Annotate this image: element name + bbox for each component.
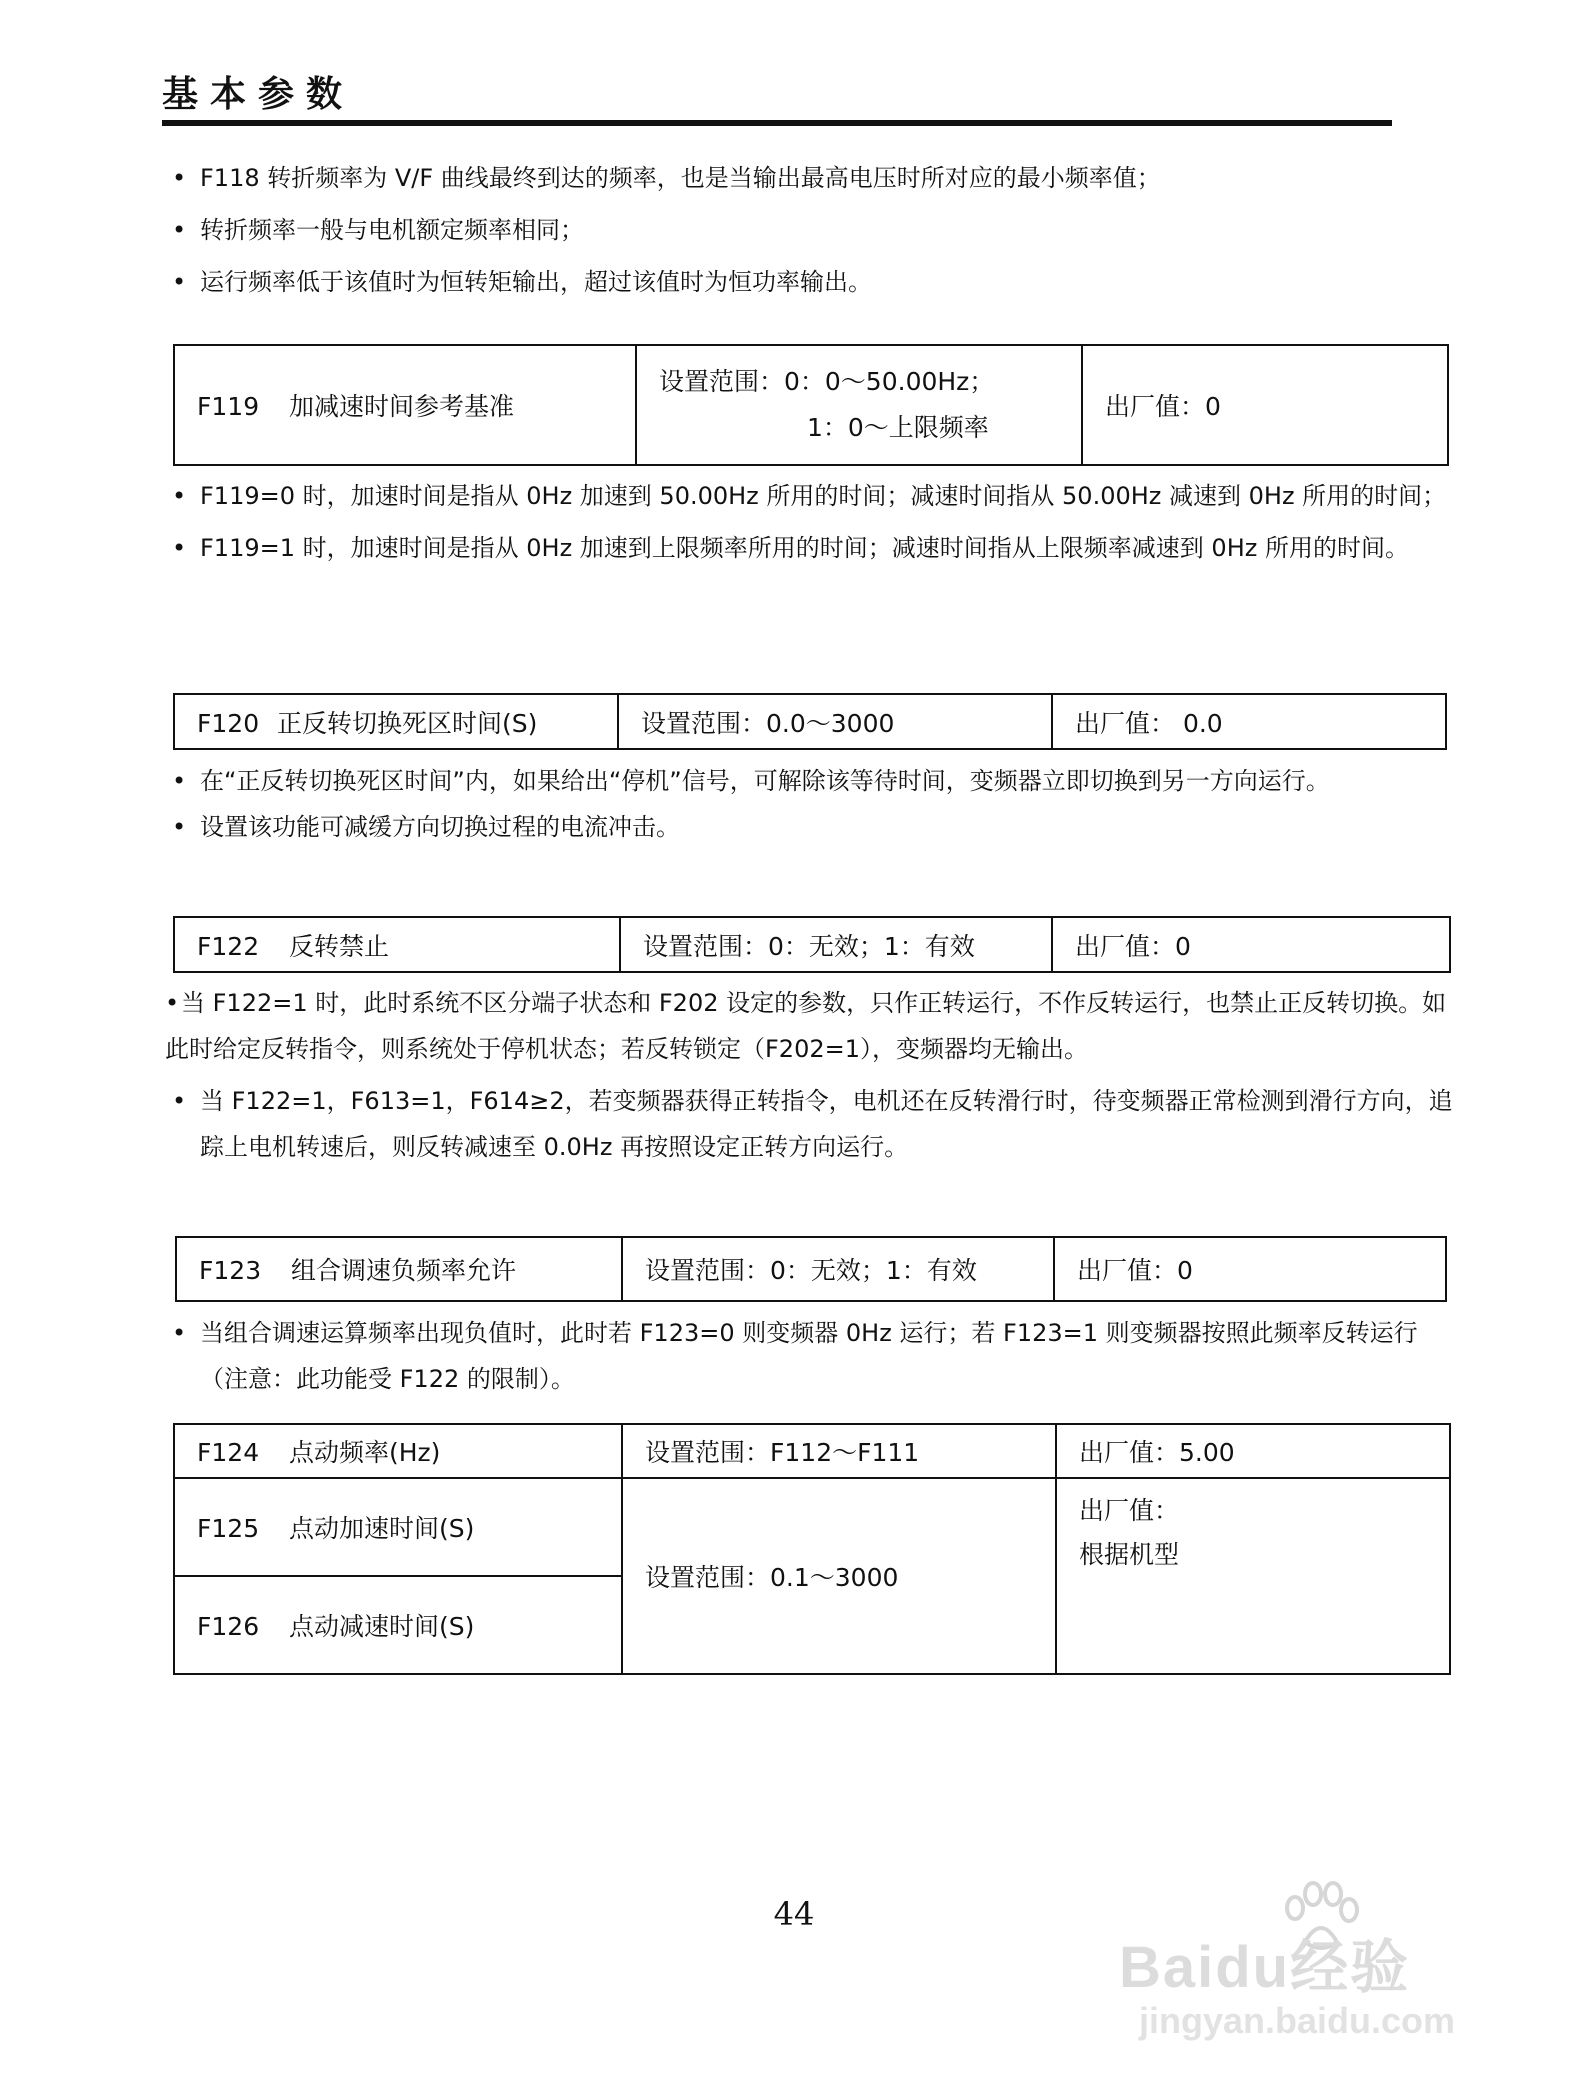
list-item: • 当 F122=1，F613=1，F614≥2，若变频器获得正转指令，电机还在反转滑行时，待变频器正常检测到滑行方向，追踪上电机转速后，则反转减速至 0.0Hz 再按照设定正转方向运行。 <box>172 1087 1453 1161</box>
page-number: 44 <box>773 1895 815 1933</box>
bullet-list-f119 <box>172 473 1462 577</box>
list-item: • 运行频率低于该值时为恒转矩输出，超过该值时为恒功率输出。 <box>172 268 872 296</box>
param-table-f119 <box>173 344 1449 466</box>
param-name-cell: F126 点动减速时间(S) <box>174 1576 622 1674</box>
param-table-f123 <box>175 1236 1447 1302</box>
param-name-cell: F123 组合调速负频率允许 <box>176 1237 622 1301</box>
param-name-cell: F122 反转禁止 <box>174 917 620 972</box>
param-range-cell: 设置范围：0：无效；1：有效 <box>620 917 1052 972</box>
param-range-cell: 设置范围：0：无效；1：有效 <box>622 1237 1054 1301</box>
param-name-cell: F119 加减速时间参考基准 <box>174 345 636 465</box>
param-default-cell: 出厂值： 0.0 <box>1052 694 1446 749</box>
param-table-f120 <box>173 693 1447 750</box>
bullet-list-f123 <box>172 1310 1462 1408</box>
list-item: • 转折频率一般与电机额定频率相同； <box>172 216 584 244</box>
list-item: • F119=0 时，加速时间是指从 0Hz 加速到 50.00Hz 所用的时间；减速时间指从 50.00Hz 减速到 0Hz 所用的时间； <box>172 482 1447 510</box>
param-table-f124-f126 <box>173 1423 1451 1675</box>
param-name-cell: F124 点动频率(Hz) <box>174 1424 622 1478</box>
list-item: • F119=1 时，加速时间是指从 0Hz 加速到上限频率所用的时间；减速时间指从上限频率减速到 0Hz 所用的时间。 <box>172 534 1409 562</box>
list-item: • 设置该功能可减缓方向切换过程的电流冲击。 <box>172 813 680 841</box>
list-item: • 当组合调速运算频率出现负值时，此时若 F123=0 则变频器 0Hz 运行；若 F123=1 则变频器按照此频率反转运行（注意：此功能受 F122 的限制）。 <box>172 1319 1418 1393</box>
param-range-cell: 设置范围：0.1～3000 <box>622 1478 1056 1674</box>
bullet-list-f122 <box>165 980 1465 1176</box>
param-default-cell: 出厂值：0 <box>1054 1237 1446 1301</box>
param-default-cell: 出厂值：0 <box>1082 345 1448 465</box>
header-rule <box>162 120 1392 126</box>
list-item: •当 F122=1 时，此时系统不区分端子状态和 F202 设定的参数，只作正转运行，不作反转运行，也禁止正反转切换。如此时给定反转指令，则系统处于停机状态；若反转锁定（F202=1），变频器均无输出。 <box>165 989 1447 1063</box>
bullet-list-f118 <box>172 155 1462 311</box>
watermark-url: jingyan.baidu.com <box>1139 2000 1456 2041</box>
param-range-cell: 设置范围：F112～F111 <box>622 1424 1056 1478</box>
list-item: • 在“正反转切换死区时间”内，如果给出“停机”信号，可解除该等待时间，变频器立即切换到另一方向运行。 <box>172 767 1330 795</box>
param-range-cell: 设置范围：0：0～50.00Hz； 1：0～上限频率 <box>636 345 1082 465</box>
param-default-cell: 出厂值：5.00 <box>1056 1424 1450 1478</box>
list-item: • F118 转折频率为 V/F 曲线最终到达的频率，也是当输出最高电压时所对应的最小频率值； <box>172 164 1161 192</box>
bullet-list-f120 <box>172 758 1462 856</box>
param-default-cell: 出厂值：0 <box>1052 917 1450 972</box>
param-table-f122 <box>173 916 1451 973</box>
param-range-cell: 设置范围：0.0～3000 <box>618 694 1052 749</box>
param-name-cell: F120 正反转切换死区时间(S) <box>174 694 618 749</box>
param-name-cell: F125 点动加速时间(S) <box>174 1478 622 1576</box>
page-title: 基本参数 <box>162 74 355 115</box>
watermark-logo: Baidu经验 <box>1119 1935 1411 2000</box>
baidu-watermark <box>1105 1880 1485 2060</box>
param-default-cell: 出厂值： 根据机型 <box>1056 1478 1450 1674</box>
